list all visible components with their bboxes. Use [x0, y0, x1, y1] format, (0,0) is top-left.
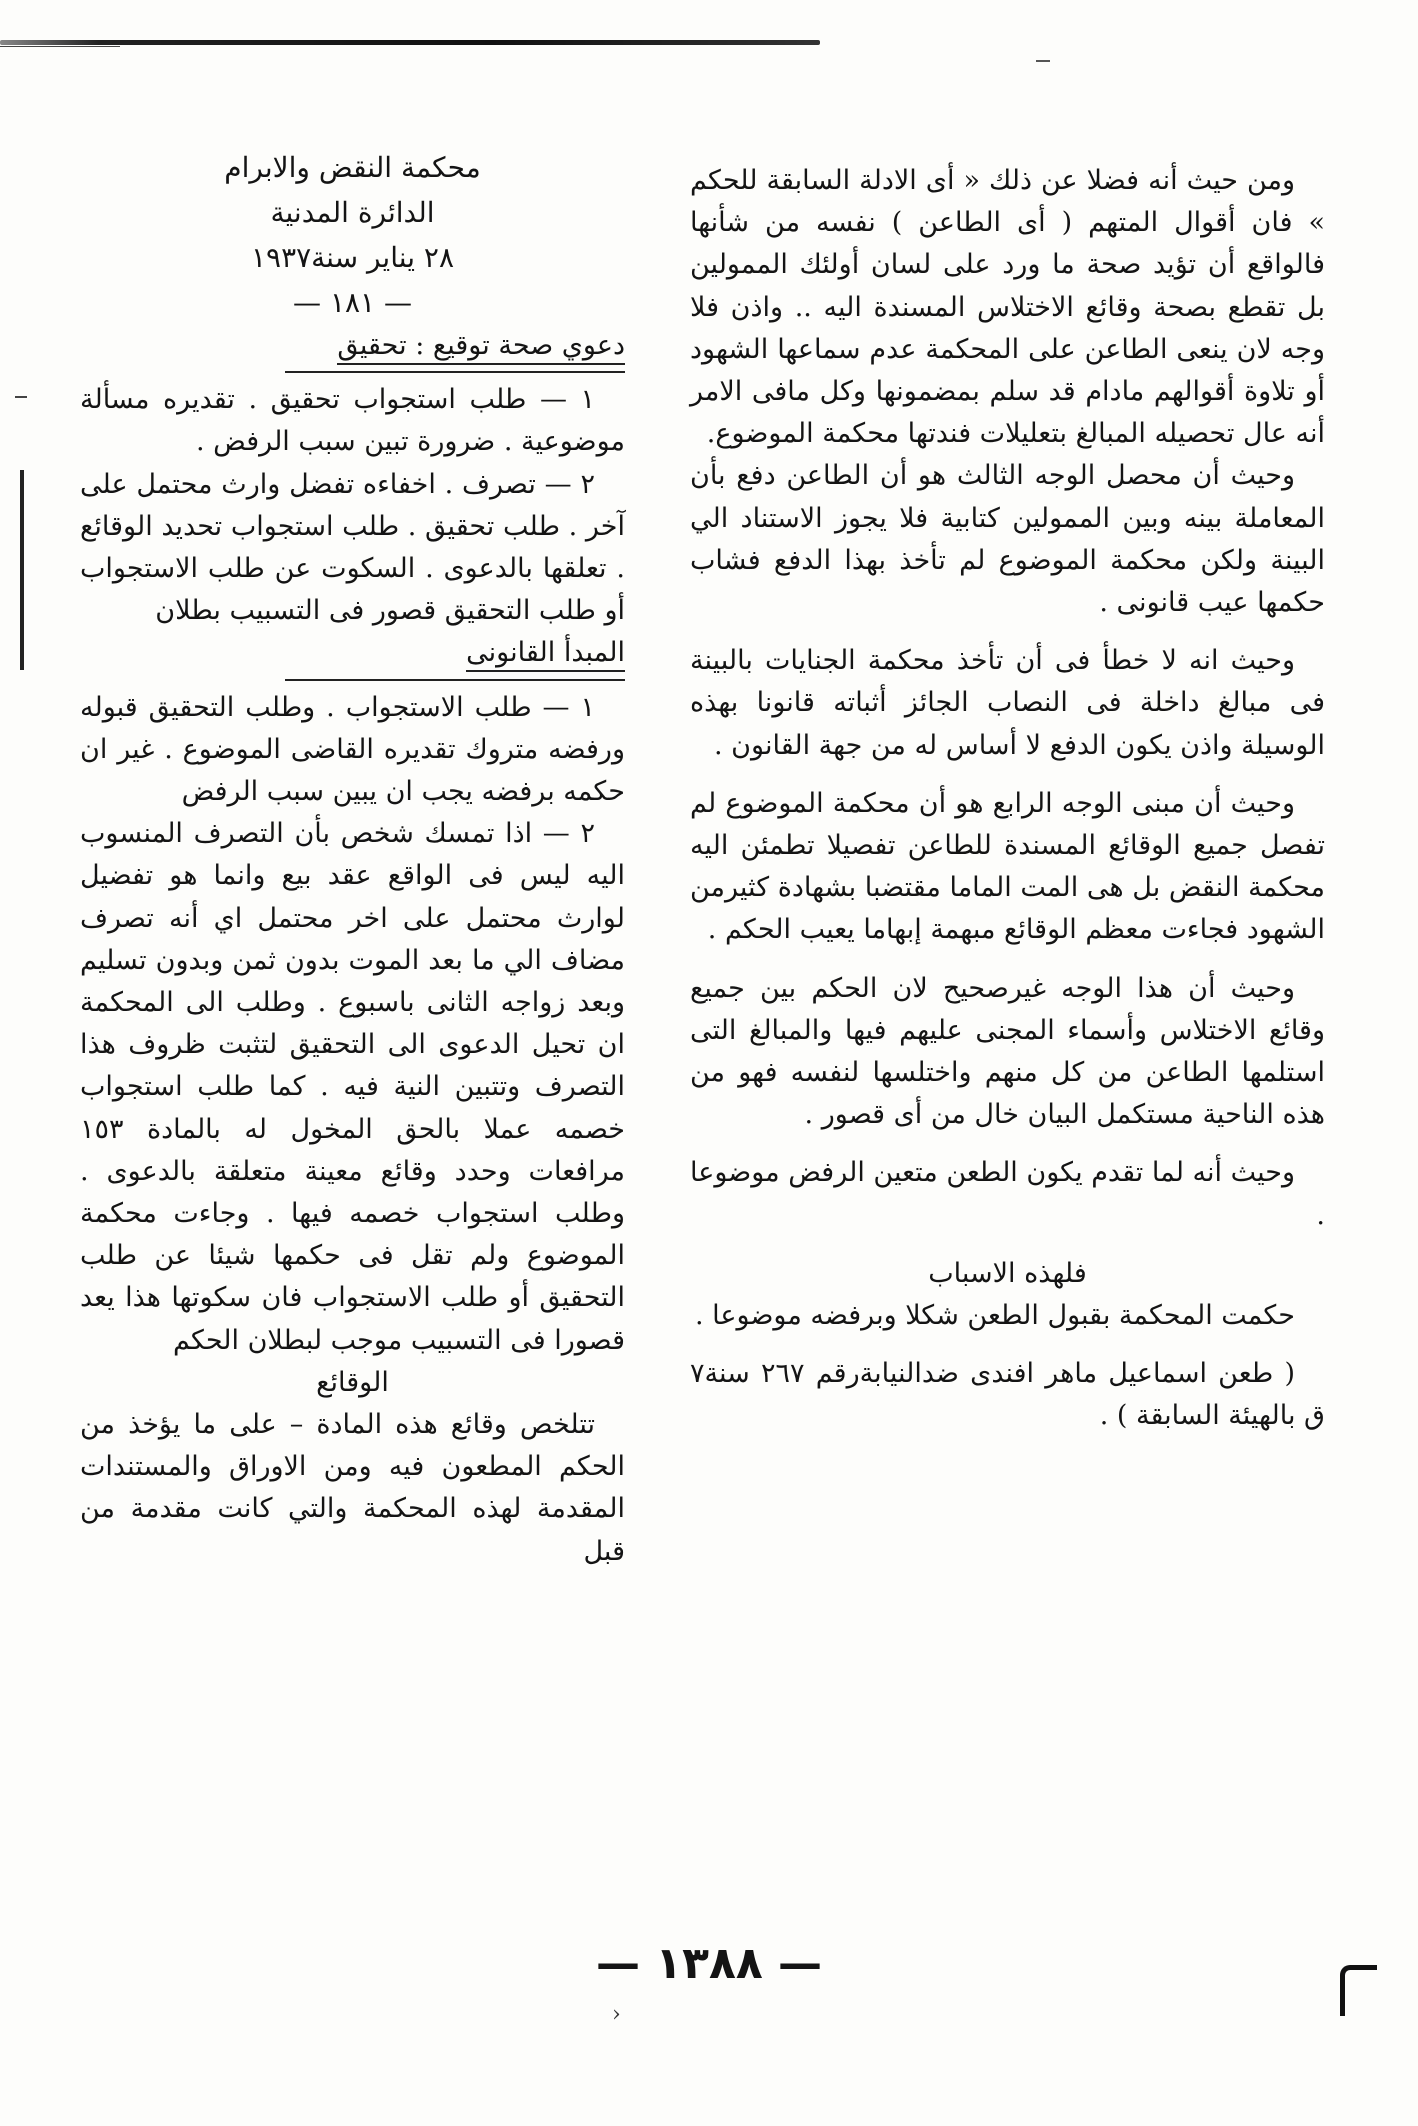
right-paragraph-1: ومن حيث أنه فضلا عن ذلك « أى الادلة السابقة للحكم » فان أقوال المتهم ( أى الطاعن ) نفسه من شأنها فالواقع أن تؤيد صحة ما ورد على لسان أولئك الممولين بل تقطع بصحة وقائع الاختلاس المسندة اليه .. واذن فلا وجه لان ينعى الطاعن على المحكمة عدم سماعها الشهود أو تلاوة أقوالهم مادام قد سلم بمضمونها وكل مافى الامر أنه عال تحصيله المبالغ بتعليلات فندتها محكمة الموضوع. [690, 165, 1325, 450]
margin-dash [15, 396, 27, 398]
subject-heading [80, 325, 625, 367]
summary-point-2: ٢ — تصرف . اخفاءه تفضل وارث محتمل على آخر . طلب تحقيق . طلب استجواب تحديد الوقائع . تعلقها بالدعوى . السكوت عن طلب الاستجواب أو طلب التحقيق قصور فى التسبيب بطلان [80, 468, 625, 627]
facts-text: تتلخص وقائع هذه المادة – على ما يؤخذ من الحكم المطعون فيه ومن الاوراق والمستندات المقدمة لهذه المحكمة والتي كانت مقدمة من قبل [80, 1409, 625, 1567]
scan-tick-mark [1036, 60, 1050, 62]
right-paragraph-6: وحيث أنه لما تقدم يكون الطعن متعين الرفض موضوعا . [690, 1157, 1325, 1231]
right-paragraph-5: وحيث أن هذا الوجه غيرصحيح لان الحكم بين جميع وقائع الاختلاس وأسماء المجنى عليهم فيها والمبالغ التى استلمها الطاعن من كل منهم واختلسها لنفسه فهو من هذه الناحية مستكمل البيان خال من أى قصور . [690, 972, 1325, 1131]
principle-heading-text: المبدأ القانونى [466, 637, 625, 672]
case-reference: ( طعن اسماعيل ماهر افندى ضدالنيابةرقم ٢٦٧ سنة٧ ق بالهيئة السابقة ) . [690, 1358, 1325, 1432]
court-name: محكمة النقض والابرام [224, 151, 481, 184]
circuit-name: الدائرة المدنية [270, 196, 435, 229]
footer-mark: › [612, 2002, 621, 2027]
subject-text: دعوي صحة توقيع : تحقيق [337, 330, 625, 365]
margin-binding-bar [20, 470, 24, 670]
right-paragraph-3: وحيث انه لا خطأ فى أن تأخذ محكمة الجنايات بالبينة فى مبالغ داخلة فى النصاب الجائز أثباته قانونا بهذه الوسيلة واذن يكون الدفع لا أساس له من جهة القانون . [690, 645, 1325, 761]
subject-rule [285, 371, 625, 373]
principle-point-2: ٢ — اذا تمسك شخص بأن التصرف المنسوب اليه ليس فى الواقع عقد بيع وانما هو تفضيل لوارث محتمل على اخر محتمل اي أنه تصرف مضاف الي ما بعد الموت بدون ثمن وبدون تسليم وبعد زواجه الثانى باسبوع . وطلب الى المحكمة ان تحيل الدعوى الى التحقيق لتثبت ظروف هذا التصرف وتتبين النية فيه . كما طلب استجواب خصمه عملا بالحق المخول له بالمادة ١٥٣ مرافعات وحدد وقائع معينة متعلقة بالدعوى . وطلب استجواب خصمه فيها . وجاءت محكمة الموضوع ولم تقل فى حكمها شيئا عن طلب التحقيق أو طلب الاستجواب فان سكوتها هذا يعد قصورا فى التسبيب موجب لبطلان الحكم [80, 818, 625, 1356]
principle-heading [80, 632, 625, 674]
case-number: — ١٨١ — [293, 286, 412, 319]
facts-heading: الوقائع [316, 1366, 389, 1398]
page-number: — ١٣٨٨ — [595, 1938, 823, 1989]
top-rule-thin [0, 46, 120, 47]
court-header [80, 145, 625, 325]
right-paragraph-2: وحيث أن محصل الوجه الثالث هو أن الطاعن دفع بأن المعاملة بينه وبين الممولين كتابية فلا يجوز الاستناد الي البينة ولكن محكمة الموضوع لم تأخذ بهذا الدفع فشاب حكمها عيب قانونى . [690, 460, 1325, 619]
reasons-heading: فلهذه الاسباب [928, 1257, 1087, 1289]
corner-bracket-mark [1340, 1965, 1377, 2016]
top-rule [0, 40, 820, 45]
principle-point-1: ١ — طلب الاستجواب . وطلب التحقيق قبوله ورفضه متروك تقديره القاضى الموضوع . غير ان حكمه برفضه يجب ان يبين سبب الرفض [80, 691, 625, 808]
ruling-date: ٢٨ يناير سنة١٩٣٧ [251, 241, 454, 274]
right-column [690, 160, 1325, 1438]
ruling-text: حكمت المحكمة بقبول الطعن شكلا وبرفضه موضوعا . [695, 1300, 1295, 1332]
principle-rule [285, 679, 625, 681]
left-column [80, 145, 625, 1573]
right-paragraph-4: وحيث أن مبنى الوجه الرابع هو أن محكمة الموضوع لم تفصل جميع الوقائع المسندة للطاعن تفصيلا تطمئن اليه محكمة النقض بل هى المت الماما مقتضبا بشهادة كثيرمن الشهود فجاءت معظم الوقائع مبهمة إبهاما يعيب الحكم . [690, 787, 1325, 946]
summary-point-1: ١ — طلب استجواب تحقيق . تقديره مسألة موضوعية . ضرورة تبين سبب الرفض . [80, 384, 625, 458]
